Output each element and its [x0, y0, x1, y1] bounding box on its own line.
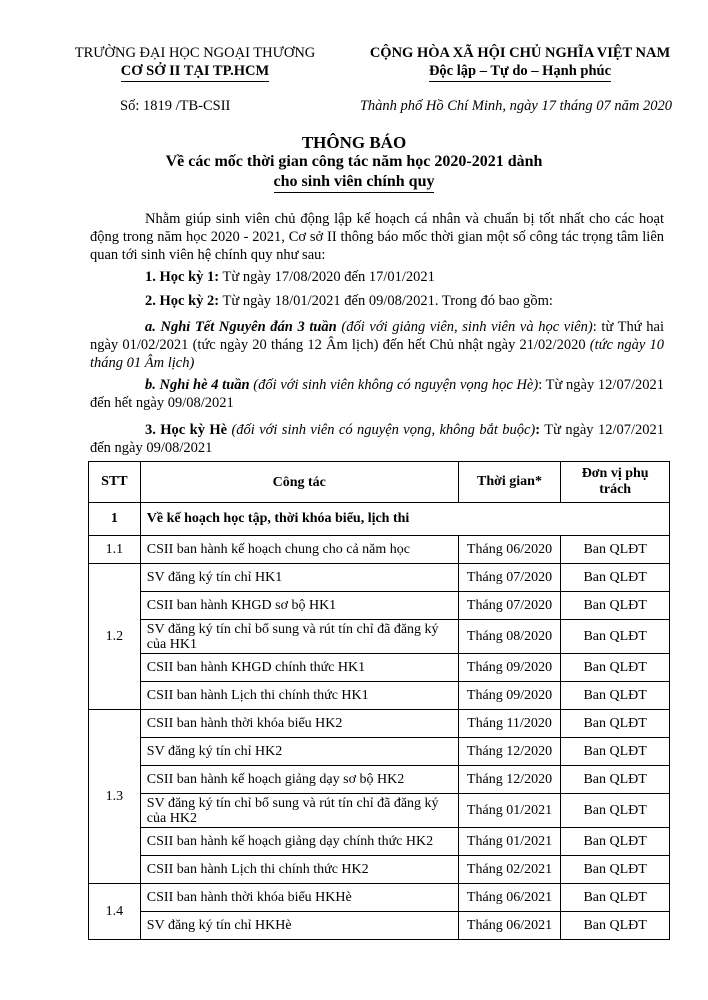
group-stt: 1.3: [89, 710, 141, 884]
semester1-text: Từ ngày 17/08/2020 đến 17/01/2021: [219, 269, 435, 285]
summer-break-note: (đối với sinh viên không có nguyện vọng học Hè): [249, 377, 539, 393]
table-row: [89, 654, 670, 682]
task-cell: CSII ban hành Lịch thi chính thức HK2: [140, 856, 458, 884]
task-cell: SV đăng ký tín chỉ HK2: [140, 738, 458, 766]
task-cell: CSII ban hành kế hoạch giảng dạy chính thức HK2: [140, 828, 458, 856]
time-cell: Tháng 09/2020: [458, 682, 561, 710]
table-row: [89, 682, 670, 710]
task-cell: SV đăng ký tín chỉ HK1: [140, 564, 458, 592]
tet-note2: (tức ngày 10 tháng 01 Âm lịch): [90, 337, 665, 371]
table-row: [89, 592, 670, 620]
tet-holiday-paragraph: [90, 318, 664, 372]
group-stt: 1.4: [89, 884, 141, 940]
unit-cell: Ban QLĐT: [561, 710, 670, 738]
unit-cell: Ban QLĐT: [561, 536, 670, 564]
semester2-text: Từ ngày 18/01/2021 đến 09/08/2021. Trong đó bao gồm:: [219, 293, 553, 309]
time-cell: Tháng 12/2020: [458, 766, 561, 794]
time-cell: Tháng 01/2021: [458, 794, 561, 828]
task-cell: CSII ban hành Lịch thi chính thức HK1: [140, 682, 458, 710]
table-row: [89, 536, 670, 564]
time-cell: Tháng 07/2020: [458, 592, 561, 620]
summer-semester-paragraph: [90, 421, 664, 457]
campus-name: CƠ SỞ II TẠI TP.HCM: [121, 62, 269, 82]
summer-semester-text: Từ ngày 12/07/2021 đến ngày 09/08/2021: [90, 422, 664, 456]
task-cell: CSII ban hành KHGD sơ bộ HK1: [140, 592, 458, 620]
table-row: [89, 794, 670, 828]
task-cell: CSII ban hành thời khóa biểu HK2: [140, 710, 458, 738]
place-date: Thành phố Hồ Chí Minh, ngày 17 tháng 07 năm 2020: [359, 98, 672, 114]
summer-semester-label: 3. Học kỳ Hè: [145, 422, 228, 438]
time-cell: Tháng 06/2020: [458, 536, 561, 564]
group-stt: 1.2: [89, 564, 141, 710]
table-row: [89, 738, 670, 766]
table-header-row: [89, 462, 670, 503]
task-cell: CSII ban hành kế hoạch chung cho cả năm học: [140, 536, 458, 564]
unit-cell: Ban QLĐT: [561, 794, 670, 828]
university-name: TRƯỜNG ĐẠI HỌC NGOẠI THƯƠNG: [74, 45, 316, 61]
unit-cell: Ban QLĐT: [561, 884, 670, 912]
unit-cell: Ban QLĐT: [561, 682, 670, 710]
section-title: Về kế hoạch học tập, thời khóa biểu, lịch thi: [140, 503, 669, 536]
tet-text: : từ Thứ hai ngày 01/02/2021 (tức ngày 20 tháng 12 Âm lịch) đến hết Chủ nhật ngày 21/02/2020: [90, 319, 664, 353]
tet-label: a. Nghỉ Tết Nguyên đán 3 tuần: [145, 319, 337, 335]
unit-cell: Ban QLĐT: [561, 592, 670, 620]
doc-subtitle-line2: cho sinh viên chính quy: [274, 173, 435, 193]
unit-cell: Ban QLĐT: [561, 912, 670, 940]
task-cell: SV đăng ký tín chỉ bổ sung và rút tín chỉ đã đăng ký của HK1: [140, 620, 458, 654]
schedule-table: [88, 461, 670, 940]
document-number: Số: 1819 /TB-CSII: [120, 98, 231, 114]
unit-cell: Ban QLĐT: [561, 564, 670, 592]
unit-cell: Ban QLĐT: [561, 620, 670, 654]
table-row: [89, 620, 670, 654]
time-cell: Tháng 11/2020: [458, 710, 561, 738]
summer-semester-note: (đối với sinh viên có nguyện vọng, không bắt buộc): [227, 422, 536, 438]
task-cell: CSII ban hành KHGD chính thức HK1: [140, 654, 458, 682]
table-row: [89, 710, 670, 738]
summer-break-text: : Từ ngày 12/07/2021 đến hết ngày 09/08/2021: [90, 377, 664, 411]
time-cell: Tháng 08/2020: [458, 620, 561, 654]
semester2-label: 2. Học kỳ 2:: [145, 293, 220, 309]
semester1-paragraph: [90, 268, 664, 286]
time-cell: Tháng 12/2020: [458, 738, 561, 766]
table-row: [89, 828, 670, 856]
summer-semester-colon: :: [535, 422, 541, 438]
header-stt: STT: [89, 462, 141, 503]
group-stt: 1.1: [89, 536, 141, 564]
header-unit: Đơn vị phụ trách: [561, 462, 670, 503]
semester1-label: 1. Học kỳ 1:: [145, 269, 220, 285]
national-motto: Độc lập – Tự do – Hạnh phúc: [429, 62, 611, 82]
section-row: [89, 503, 670, 536]
table-row: [89, 856, 670, 884]
time-cell: Tháng 07/2020: [458, 564, 561, 592]
doc-subtitle-line1: Về các mốc thời gian công tác năm học 2020-2021 dành: [165, 153, 543, 170]
summer-break-label: b. Nghỉ hè 4 tuần: [145, 377, 250, 393]
table-row: [89, 564, 670, 592]
intro-paragraph: Nhằm giúp sinh viên chủ động lập kế hoạch cá nhân và chuẩn bị tốt nhất cho các hoạt động trong năm học 2020 - 2021, Cơ sở II thông báo mốc thời gian một số công tác trọng tâm liên quan tới sinh viên hệ chính quy như sau:: [90, 211, 664, 263]
time-cell: Tháng 06/2021: [458, 912, 561, 940]
doc-subtitle-line2-wrap: [0, 173, 708, 193]
table-row: [89, 912, 670, 940]
country-name: CỘNG HÒA XÃ HỘI CHỦ NGHĨA VIỆT NAM: [369, 45, 671, 61]
unit-cell: Ban QLĐT: [561, 828, 670, 856]
unit-cell: Ban QLĐT: [561, 766, 670, 794]
task-cell: CSII ban hành thời khóa biểu HKHè: [140, 884, 458, 912]
doc-title: THÔNG BÁO: [301, 133, 407, 152]
summer-break-paragraph: [90, 376, 664, 412]
unit-cell: Ban QLĐT: [561, 654, 670, 682]
table-row: [89, 884, 670, 912]
header-task: Công tác: [140, 462, 458, 503]
section-stt: 1: [89, 503, 141, 536]
time-cell: Tháng 01/2021: [458, 828, 561, 856]
time-cell: Tháng 02/2021: [458, 856, 561, 884]
unit-cell: Ban QLĐT: [561, 856, 670, 884]
national-header: [350, 44, 690, 82]
task-cell: SV đăng ký tín chỉ HKHè: [140, 912, 458, 940]
header-time: Thời gian*: [458, 462, 561, 503]
semester2-paragraph: [90, 292, 664, 310]
unit-cell: Ban QLĐT: [561, 738, 670, 766]
institution-header: [70, 44, 320, 82]
table-row: [89, 766, 670, 794]
time-cell: Tháng 06/2021: [458, 884, 561, 912]
tet-note: (đối với giảng viên, sinh viên và học viên): [336, 319, 593, 335]
task-cell: SV đăng ký tín chỉ bổ sung và rút tín chỉ đã đăng ký của HK2: [140, 794, 458, 828]
time-cell: Tháng 09/2020: [458, 654, 561, 682]
task-cell: CSII ban hành kế hoạch giảng dạy sơ bộ HK2: [140, 766, 458, 794]
